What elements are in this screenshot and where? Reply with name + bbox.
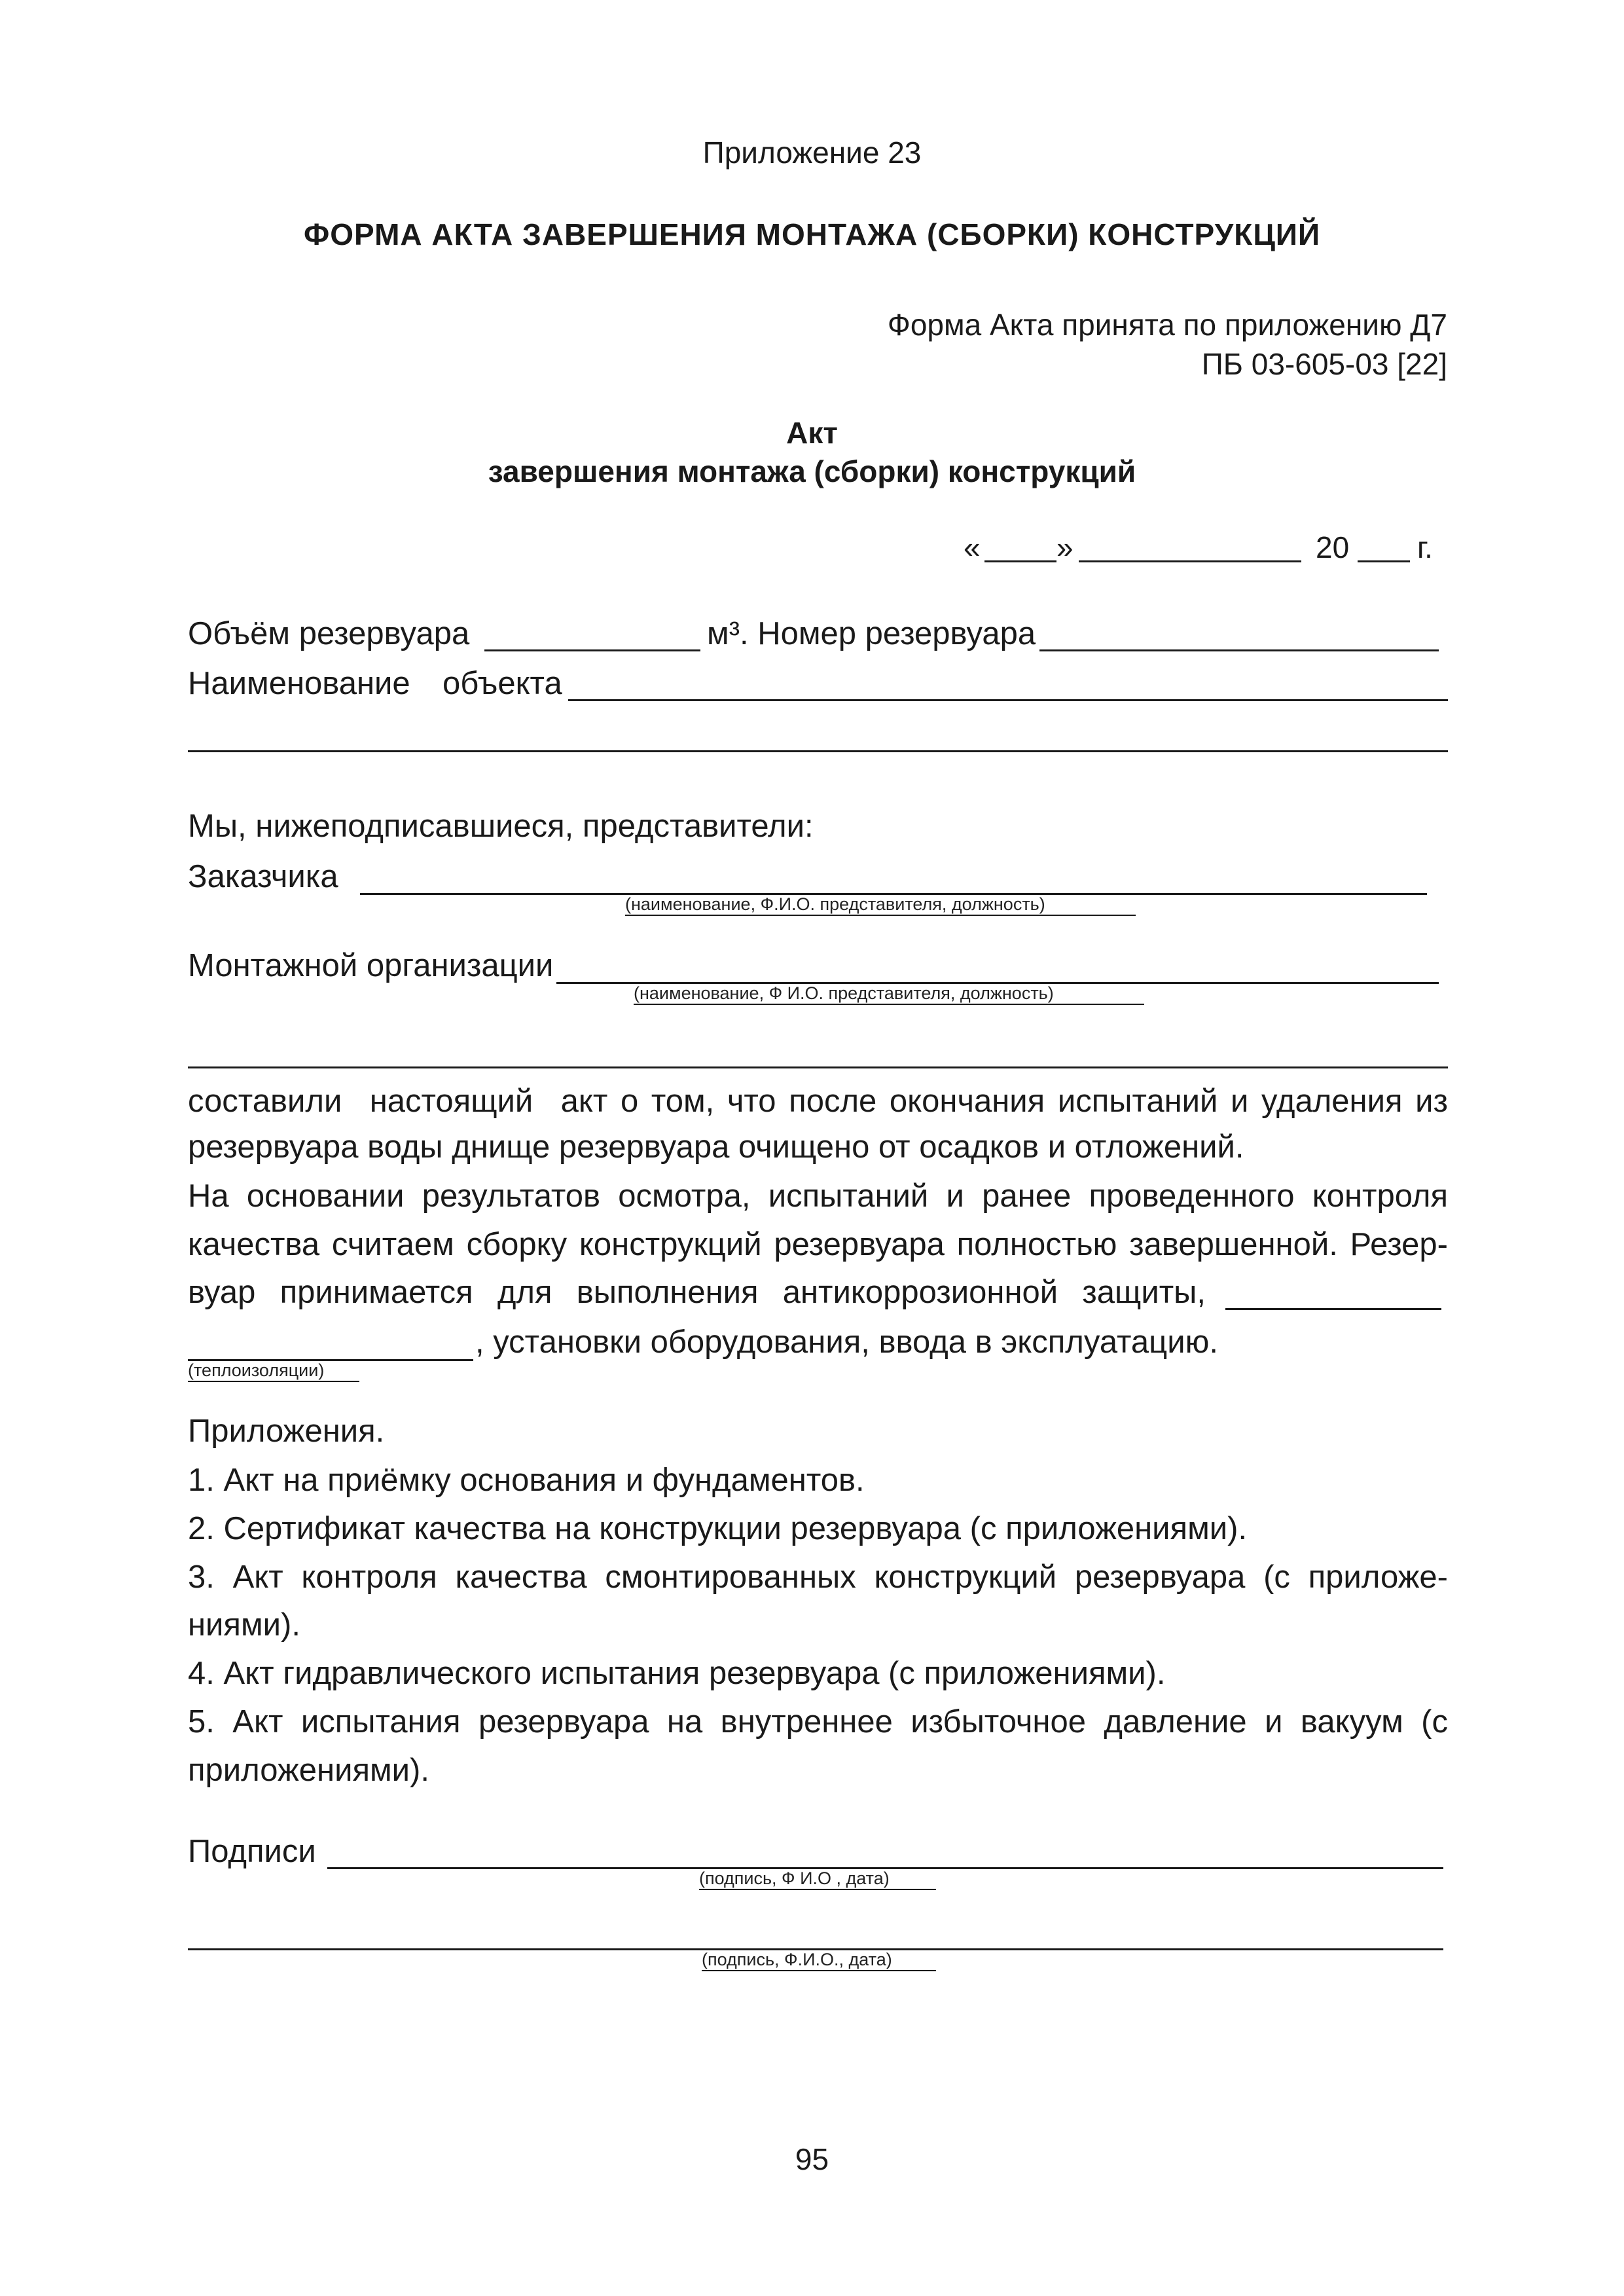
attachment-item-2: 2. Сертификат качества на конструкции резервуара (с приложениями). [188,1511,1248,1546]
volume-unit-and-number-label: м³. Номер резервуара [707,616,1036,651]
body-paragraph-2-line-1: На основании результатов осмотра, испытаний и ранее проведенного контроля [188,1178,1448,1214]
attachment-item-3-continued: ниями). [188,1607,300,1643]
volume-field[interactable] [484,649,700,651]
act-heading-line-2: завершения монтажа (сборки) конструкций [488,454,1136,488]
page-title: ФОРМА АКТА ЗАВЕРШЕНИЯ МОНТАЖА (СБОРКИ) КОНСТРУКЦИЙ [303,217,1321,251]
tank-number-field[interactable] [1039,649,1439,651]
contractor-caption: (наименование, Ф И.О. представителя, должность) [634,983,1054,1003]
act-heading-line-1: Акт [786,416,838,450]
representatives-intro: Мы, нижеподписавшиеся, представители: [188,809,814,844]
date-year-prefix: 20 [1316,530,1350,564]
attachment-item-4: 4. Акт гидравлического испытания резервуара (с приложениями). [188,1656,1166,1691]
object-name-label-1: Наименование [188,666,410,701]
attachment-item-5: 5. Акт испытания резервуара на внутреннее избыточное давление и вакуум (с [188,1704,1448,1740]
attachment-item-3: 3. Акт контроля качества смонтированных конструкций резервуара (с приложе- [188,1559,1448,1595]
date-year-field[interactable] [1358,560,1410,562]
body-word-2: настоящий [369,1084,533,1119]
signature-caption-1: (подпись, Ф И.О , дата) [699,1868,890,1888]
customer-caption: (наименование, Ф.И.О. представителя, должность) [625,894,1045,914]
source-note-line-1: Форма Акта принята по приложению Д7 [887,308,1447,342]
customer-label: Заказчика [188,859,338,894]
attachments-heading: Приложения. [188,1413,385,1449]
date-year-suffix: г. [1417,530,1433,564]
source-note-line-2: ПБ 03-605-03 [22] [1201,347,1447,381]
body-paragraph-2-line-4: , установки оборудования, ввода в эксплуатацию. [475,1324,1218,1360]
body-rest: акт о том, что после окончания испытаний и удаления из [560,1084,1448,1119]
body-paragraph-1-line-1 [188,1082,1448,1121]
body-word-1: составили [188,1084,342,1119]
body-paragraph-2-line-2: качества считаем сборку конструкций резервуара полностью завершенной. Резер- [188,1227,1448,1262]
body-paragraph-2-line-3: вуар принимается для выполнения антикоррозионной защиты, [188,1275,1206,1310]
insulation-caption-underline [188,1381,359,1382]
date-open-quote: « [964,530,981,564]
object-name-label-2: объекта [442,666,562,701]
attachment-item-5-continued: приложениями). [188,1753,429,1788]
object-name-field[interactable] [568,699,1448,701]
page-number: 95 [795,2142,829,2176]
contractor-caption-underline [634,1004,1144,1005]
anticorrosion-field[interactable] [1225,1308,1441,1310]
signature-caption-1-underline [699,1889,936,1890]
insulation-caption: (теплоизоляции) [188,1360,325,1380]
contractor-field-line-2[interactable] [188,1066,1448,1068]
date-close-quote: » [1056,530,1074,564]
appendix-label: Приложение 23 [702,136,922,170]
volume-label: Объём резервуара [188,616,470,651]
attachment-item-1: 1. Акт на приёмку основания и фундаментов. [188,1463,865,1498]
body-paragraph-1-line-2: резервуара воды днище резервуара очищено от осадков и отложений. [188,1129,1244,1165]
date-month-field[interactable] [1079,560,1301,562]
customer-caption-underline [625,915,1136,916]
signature-caption-2-underline [702,1970,936,1971]
signature-caption-2: (подпись, Ф.И.О., дата) [702,1950,892,1969]
signatures-label: Подписи [188,1834,316,1869]
object-name-field-line-2[interactable] [188,750,1448,752]
contractor-label: Монтажной организации [188,948,554,983]
date-day-field[interactable] [984,560,1056,562]
